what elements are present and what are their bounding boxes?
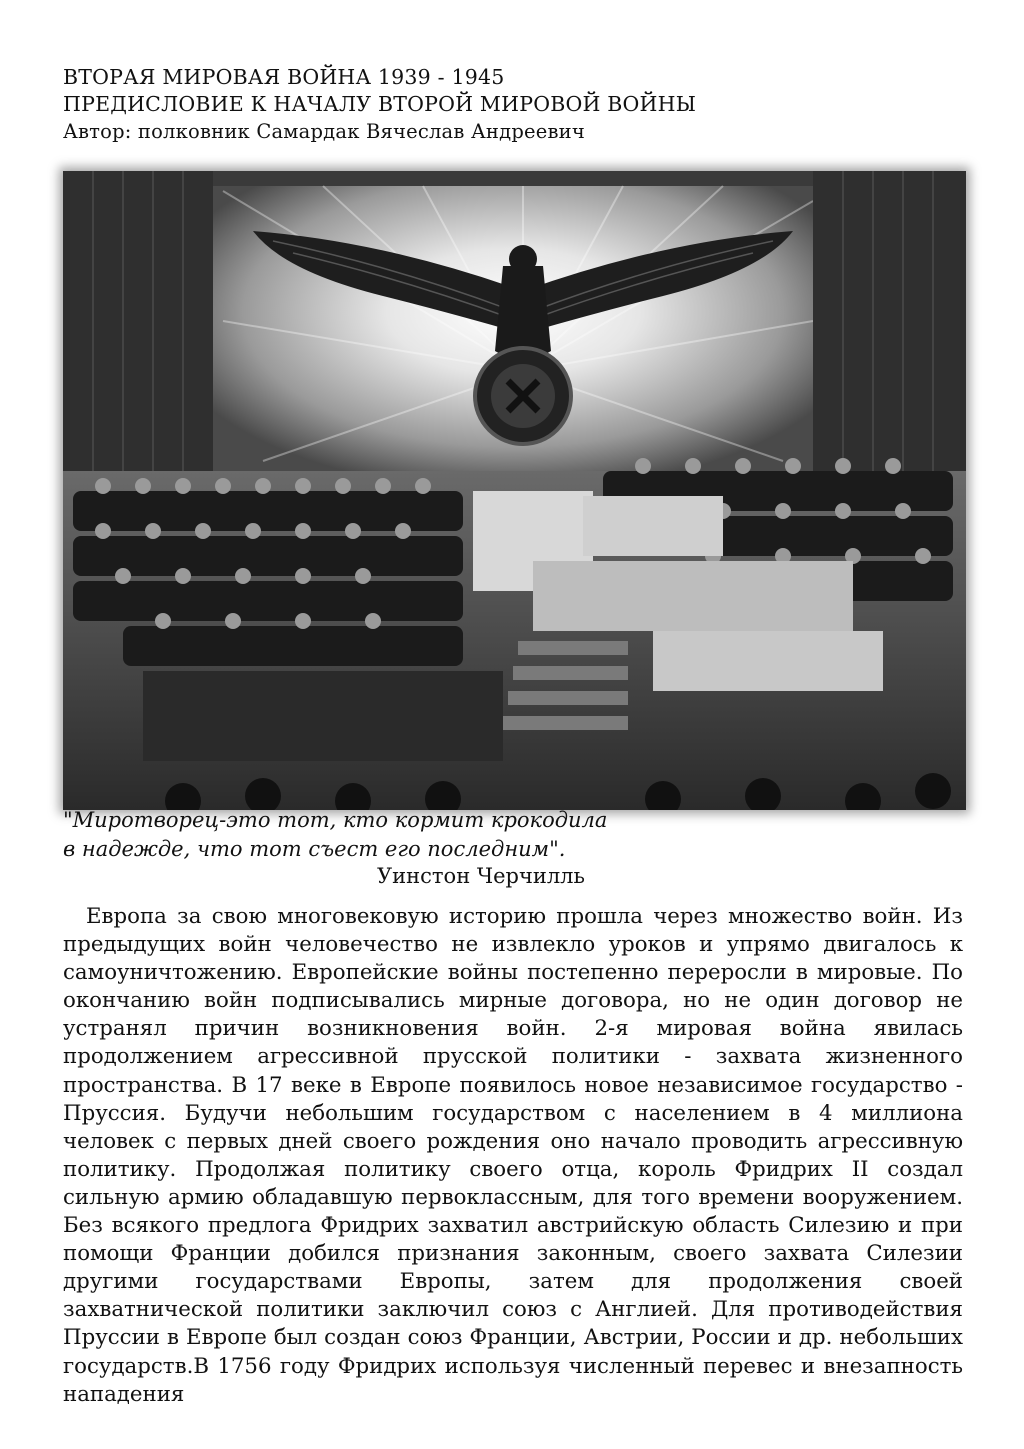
historical-photo-icon xyxy=(63,171,966,810)
document-title: ВТОРАЯ МИРОВАЯ ВОЙНА 1939 - 1945 xyxy=(63,65,505,89)
quote-line-1: "Миротворец-это тот, кто кормит крокодила xyxy=(63,808,608,832)
quote-line-2: в надежде, что тот съест его последним". xyxy=(63,837,566,861)
body-text xyxy=(63,903,963,1409)
document-header xyxy=(63,64,696,145)
epigraph-quote xyxy=(63,806,607,864)
body-paragraph: Европа за свою многовековую историю прошла через множество войн. Из предыдущих войн человечество не извлекло уроков и упрямо двигалось к самоуничтожению. Европейские войны постепенно переросли в мировые. По окончанию войн подписывались мирные договора, но не один договор не устранял причин возникновения войн. 2-я мировая война явилась продолжением агрессивной прусской политики - захвата жизненного пространства. В 17 веке в Европе появилось новое независимое государство - Пруссия. Будучи небольшим государством с населением в 4 миллиона человек с первых дней своего рождения оно начало проводить агрессивную политику. Продолжая политику своего отца, король Фридрих II создал сильную армию обладавшую первоклассным, для того времени вооружением. Без всякого предлога Фридрих захватил австрийскую область Силезию и при помощи Франции добился признания законным, своего захвата Силезии другими государствами Европы, затем для продолжения своей захватнической политики заключил союз с Англией. Для противодействия Пруссии в Европе был создан союз Франции, Австрии, России и др. небольших государств.В 1756 году Фридрих используя численный перевес и внезапность нападения xyxy=(63,904,963,1407)
quote-author: Уинстон Черчилль xyxy=(377,864,585,888)
document-subtitle: ПРЕДИСЛОВИЕ К НАЧАЛУ ВТОРОЙ МИРОВОЙ ВОЙНЫ xyxy=(63,92,697,116)
document-author: Автор: полковник Самардак Вячеслав Андреевич xyxy=(63,120,585,143)
historical-photo xyxy=(63,171,966,810)
